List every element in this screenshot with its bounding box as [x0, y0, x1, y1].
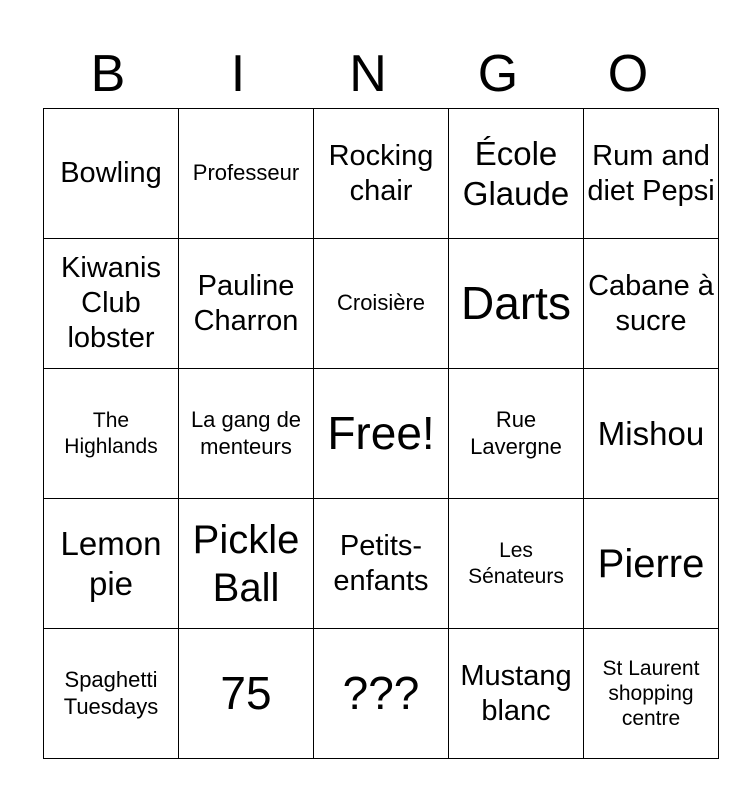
- bingo-cell[interactable]: Cabane à sucre: [584, 239, 719, 369]
- bingo-board: [43, 108, 719, 759]
- bingo-cell[interactable]: St Laurent shopping centre: [584, 629, 719, 759]
- bingo-header: [43, 40, 693, 108]
- header-letter-b: B: [90, 45, 126, 103]
- bingo-cell[interactable]: Bowling: [44, 109, 179, 239]
- bingo-cell[interactable]: Les Sénateurs: [449, 499, 584, 629]
- board-row: [44, 109, 719, 239]
- header-letter-i: I: [230, 45, 246, 103]
- bingo-cell[interactable]: Spaghetti Tuesdays: [44, 629, 179, 759]
- bingo-cell[interactable]: Croisière: [314, 239, 449, 369]
- bingo-cell[interactable]: Professeur: [179, 109, 314, 239]
- board-row: [44, 369, 719, 499]
- bingo-cell[interactable]: Rum and diet Pepsi: [584, 109, 719, 239]
- bingo-cell[interactable]: Darts: [449, 239, 584, 369]
- bingo-cell[interactable]: Pickle Ball: [179, 499, 314, 629]
- bingo-cell[interactable]: Lemon pie: [44, 499, 179, 629]
- board-row: [44, 239, 719, 369]
- board-row: [44, 499, 719, 629]
- bingo-cell[interactable]: 75: [179, 629, 314, 759]
- header-letter-o: O: [607, 45, 649, 103]
- bingo-cell[interactable]: Mustang blanc: [449, 629, 584, 759]
- bingo-cell[interactable]: La gang de menteurs: [179, 369, 314, 499]
- bingo-cell[interactable]: Pierre: [584, 499, 719, 629]
- bingo-cell[interactable]: Petits-enfants: [314, 499, 449, 629]
- bingo-cell[interactable]: ???: [314, 629, 449, 759]
- bingo-cell[interactable]: Rocking chair: [314, 109, 449, 239]
- bingo-cell[interactable]: Kiwanis Club lobster: [44, 239, 179, 369]
- board-row: [44, 629, 719, 759]
- bingo-cell[interactable]: Rue Lavergne: [449, 369, 584, 499]
- header-letter-n: N: [349, 45, 387, 103]
- bingo-cell[interactable]: The Highlands: [44, 369, 179, 499]
- bingo-cell[interactable]: Pauline Charron: [179, 239, 314, 369]
- bingo-cell[interactable]: Mishou: [584, 369, 719, 499]
- header-letter-g: G: [477, 45, 519, 103]
- free-space-cell[interactable]: Free!: [314, 369, 449, 499]
- bingo-cell[interactable]: École Glaude: [449, 109, 584, 239]
